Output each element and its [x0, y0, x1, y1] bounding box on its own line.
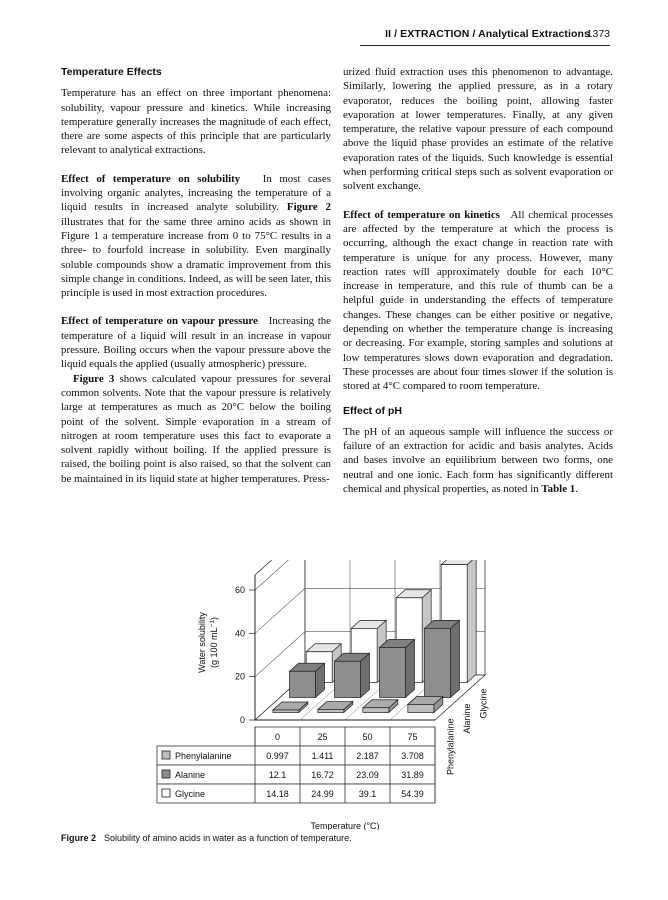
x-axis-label: Temperature (°C): [310, 821, 380, 830]
y-label-close: ): [209, 617, 219, 621]
x-category-label: 75: [407, 732, 418, 742]
data-label: 3.708: [401, 751, 424, 761]
section-title-ph: Effect of pH: [343, 404, 402, 417]
figure-label: Figure 2: [61, 833, 97, 843]
legend-label-glycine: Glycine: [175, 789, 206, 799]
solubility-text-a: In most cases involving organic analytes, increasing the temperature of a liquid results in increased analyte solubility.: [61, 172, 331, 214]
solubility-text-b: illustrates that for the same three amino acids as shown in Figure 1 a temperature increase from 0 to 75°C results in a three- to fourfold increase in solubility. Even marginally soluble compounds show a dramatic improvement from this simple change in conditions. Indeed, as will be seen later, this principle is used in most extraction procedures.: [61, 215, 331, 300]
running-header: [0, 28, 668, 44]
y-tick-label: 20: [234, 671, 245, 682]
header-title: II / EXTRACTION / Analytical Extractions: [385, 28, 590, 40]
figure-caption: [61, 833, 352, 843]
bar-phenylalanine-75: [408, 704, 434, 712]
x-category-label: 25: [317, 732, 328, 742]
data-label: 1.411: [311, 751, 334, 761]
y-label-superscript: −1: [209, 620, 216, 628]
table-1-ref: Table 1: [541, 483, 576, 496]
y-label-unit: (g 100 mL: [209, 627, 219, 668]
y-tick-label: 60: [234, 585, 245, 595]
y-axis-label-line2: [209, 617, 219, 668]
kinetics-text: All chemical processes are affected by the temperature at which the process is occurring, although the exact change in reaction rate with temperature is unique for any process. However, many reaction rates will approximately double for each 10°C increase in temperature, and this rule of thumb can be a helpful guide in understanding the effects of temperature changes. These changes can be either positive or negative, depending on whether the temperature change is increasing or decreasing. For example, storing samples and solutions at low temperatures slows down evaporation and degradation. These processes are about four times slower if the solution is stored at 4°C compared to room temperature.: [343, 208, 613, 393]
bar-phenylalanine-50: [363, 708, 389, 713]
y-axis-label-line1: Water solubility: [197, 612, 207, 673]
legend-swatch-phenylalanine: [162, 751, 170, 759]
figure-2-ref: Figure 2: [286, 201, 331, 214]
depth-label-alanine: Alanine: [462, 703, 472, 734]
kinetics-paragraph: [343, 208, 613, 394]
bar-phenylalanine-25: [318, 709, 344, 712]
figure-3-ref: Figure 3: [73, 372, 115, 385]
data-label: 0.997: [266, 751, 289, 761]
data-label: 23.09: [356, 770, 379, 780]
data-label: 12.1: [268, 770, 287, 780]
bar-alanine-0: [290, 671, 316, 697]
figure-caption-text: Solubility of amino acids in water as a function of temperature.: [104, 833, 352, 843]
data-label: 16.72: [311, 770, 334, 780]
data-label: 2.187: [356, 751, 379, 761]
data-label: 24.99: [311, 789, 334, 799]
page-number: 1373: [586, 28, 610, 40]
pressure-continuation: urized fluid extraction uses this phenomenon to advantage. Similarly, lowering the applied pressure, as in a rotary evaporator, reduces the boiling point, allowing faster evaporation at lower temperatures. Finally, at any given temperature, the relative vapour pressure of each compound above the liquid phase provides an estimate of the relative evaporation rates of the liquids. Such knowledge is essential when performing critical steps such as solvent evaporation or solvent exchange.: [343, 66, 613, 193]
data-label: 31.89: [401, 770, 424, 780]
legend-swatch-alanine: [162, 770, 170, 778]
right-column: [343, 65, 613, 496]
figure-2: [0, 560, 668, 860]
ph-paragraph: [343, 425, 613, 496]
header-rule: [360, 45, 610, 46]
bar-phenylalanine-0: [273, 710, 299, 713]
vapour-heading: Effect of temperature on vapour pressure: [61, 315, 258, 328]
vapour-paragraph: [61, 314, 331, 371]
fig3-paragraph: [61, 372, 331, 486]
legend-label-phenylalanine: Phenylalanine: [175, 751, 232, 761]
x-category-label: 0: [274, 732, 281, 742]
ph-text-end: .: [575, 483, 578, 496]
data-label: 39.1: [358, 789, 377, 799]
depth-label-phenylalanine: Phenylalanine: [445, 718, 456, 776]
ph-text-a: The pH of an aqueous sample will influence the success or failure of an extraction for acidic and basis analytes. Acids and bases involve an equilibrium between two forms, one neutral and one ionic. Each form has significantly different chemical and physical properties, as noted in: [343, 425, 613, 496]
intro-paragraph: Temperature has an effect on three important phenomena: solubility, vapour pressure and kinetics. While increasing temperature generally increases the magnitude of each effect, there are some aspects of this principle that are particularly relevant to analytical extractions.: [61, 87, 331, 157]
vapour-text: Increasing the temperature of a liquid will result in an increase in vapour pressure. Boiling occurs when the vapour pressure above the liquid equals the applied (usually atmospheric) pressure.: [61, 315, 332, 371]
bar-alanine-75: [425, 628, 451, 697]
solubility-chart: [0, 560, 668, 830]
depth-label-glycine: Glycine: [478, 688, 489, 719]
y-tick-label: 40: [234, 628, 245, 639]
kinetics-heading: Effect of temperature on kinetics: [343, 208, 500, 221]
solubility-paragraph: [61, 172, 331, 301]
x-category-label: 50: [362, 732, 373, 742]
data-label: 54.39: [401, 789, 424, 799]
bar-side-alanine: [406, 639, 415, 697]
data-label: 14.18: [266, 789, 289, 799]
left-column: [61, 65, 331, 486]
legend-swatch-glycine: [162, 789, 170, 797]
bar-side-alanine: [451, 620, 460, 697]
bar-alanine-25: [335, 661, 361, 697]
solubility-heading: Effect of temperature on solubility: [61, 172, 241, 185]
legend-label-alanine: Alanine: [175, 770, 206, 780]
bar-alanine-50: [380, 647, 406, 697]
y-tick-label: 0: [239, 715, 245, 725]
bar-side-glycine: [467, 560, 476, 683]
section-title-temperature-effects: Temperature Effects: [61, 66, 162, 78]
fig3-text: shows calculated vapour pressures for several common solvents. Note that the vapour pressure is relatively large at temperatures as much as 20°C below the boiling point of the solvent. Simple evaporation in a stream of nitrogen at room temperature uses this fact to evaporate a solvent rapidly without boiling. If the applied pressure is raised, the boiling point is also raised, so that the solvent can be maintained in its liquid state at higher temperatures. Press-: [61, 372, 331, 485]
